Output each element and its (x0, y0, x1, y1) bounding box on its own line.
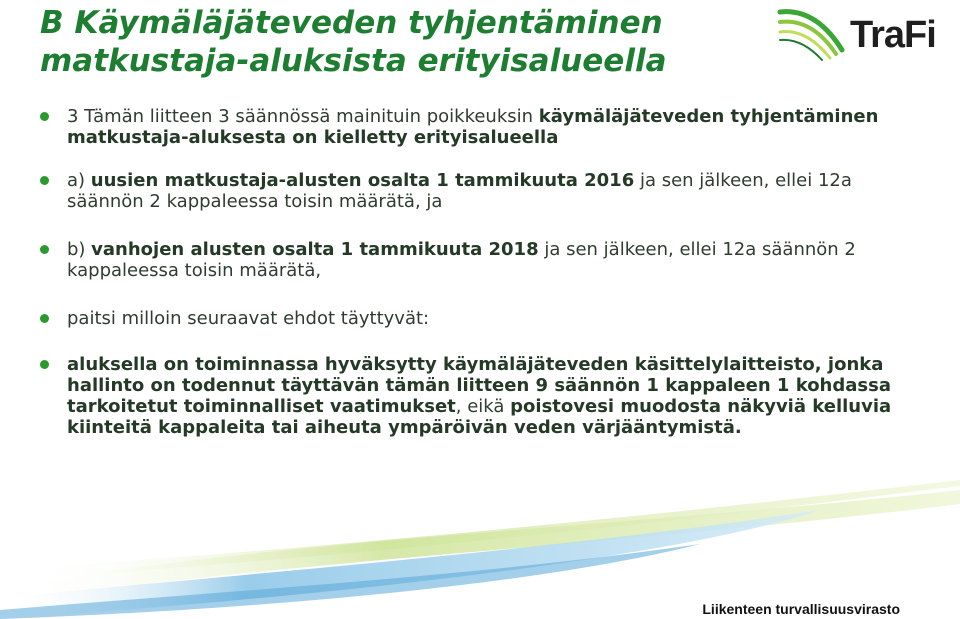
bullet-text: ja sen jälkeen, ellei 12a säännön 2 kappaleessa toisin määrätä, ja (67, 170, 852, 212)
bullet-dot-icon (40, 360, 49, 369)
title-line-2: matkustaja-aluksista erityisalueella (40, 43, 667, 79)
bullet-dot-icon (40, 245, 49, 254)
bullet-text: , eikä (455, 396, 511, 417)
title-line-1: B Käymäläjäteveden tyhjentäminen (40, 5, 663, 41)
bullet-text: 3 Tämän liitteen 3 säännössä mainituin poikkeuksin (67, 106, 539, 127)
bullet-text: b) (67, 239, 92, 260)
bullet-dot-icon (40, 176, 49, 185)
bullet-text-bold: aluksella on toiminnassa hyväksytty käymäläjäteveden käsittelylaitteisto, jonka hallinto on todennut täyttävän tämän liitteen 9 säännön 1 kappaleen 1 kohdassa tarkoitetut toiminnalliset vaatimukset (67, 354, 891, 417)
bullet-text-bold: vanhojen alusten osalta 1 tammikuuta 2018 (91, 239, 539, 260)
decorative-swoosh (0, 480, 960, 619)
slide-title (40, 4, 740, 80)
bullet-item (40, 354, 930, 438)
bullet-text: ja sen jälkeen, ellei 12a säännön 2 kappaleessa toisin määrätä, (67, 239, 856, 281)
bullet-dot-icon (40, 314, 49, 323)
bullet-text-bold: uusien matkustaja-alusten osalta 1 tammikuuta 2016 (90, 170, 635, 191)
bullet-item (40, 106, 930, 148)
bullet-dot-icon (40, 112, 49, 121)
bullet-text: a) (67, 170, 91, 191)
bullet-item (40, 308, 930, 329)
footer-agency-name: Liikenteen turvallisuusvirasto (702, 601, 900, 617)
bullet-text: paitsi milloin seuraavat ehdot täyttyvät: (67, 308, 430, 329)
bullet-item (40, 239, 930, 281)
bullet-item (40, 170, 930, 212)
bullet-text-bold: käymäläjäteveden tyhjentäminen matkustaja-aluksesta on kielletty erityisalueella (67, 106, 879, 148)
bullet-list (40, 106, 930, 438)
bullet-text-bold: poistovesi muodosta näkyviä kelluvia kiinteitä kappaleita tai aiheuta ympäröivän veden värjääntymistä. (67, 396, 892, 438)
logo-wordmark: TraFi (850, 14, 936, 56)
